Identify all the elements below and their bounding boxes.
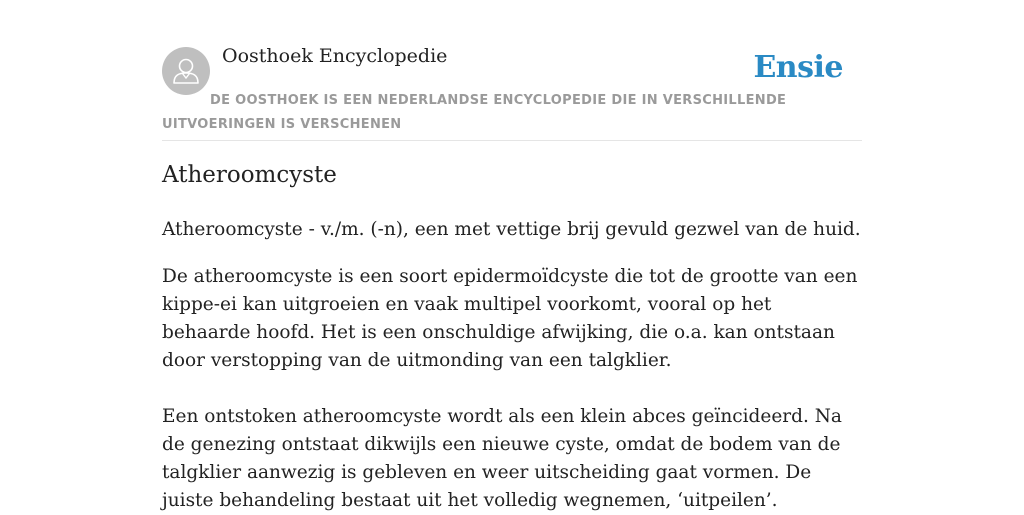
site-tagline: DE OOSTHOEK IS EEN NEDERLANDSE ENCYCLOPEDIE DIE IN VERSCHILLENDE UITVOERINGEN IS VERSCHENEN bbox=[162, 93, 787, 132]
article-paragraph: Een ontstoken atheroomcyste wordt als een klein abces geïncideerd. Na de genezing ontstaat dikwijls een nieuwe cyste, omdat de bodem van de talgklier aanwezig is gebleven en weer uitscheiding gaat vormen. De juiste behandeling bestaat uit het volledig wegnemen, ‘uitpeilen’. bbox=[162, 406, 842, 511]
header bbox=[162, 0, 862, 141]
article-body bbox=[162, 263, 862, 515]
paragraph-gap bbox=[162, 375, 862, 403]
article-paragraph: De atheroomcyste is een soort epidermoïdcyste die tot de grootte van een kippe-ei kan uitgroeien en vaak multipel voorkomt, vooral op het behaarde hoofd. Het is een onschuldige afwijking, die o.a. kan ontstaan door verstopping van de uitmonding van een talgklier. bbox=[162, 266, 858, 371]
page bbox=[162, 0, 862, 512]
user-icon bbox=[162, 47, 210, 95]
author-avatar[interactable] bbox=[162, 47, 210, 95]
brand-logo-link[interactable]: Ensie bbox=[753, 50, 843, 85]
article-title: Atheroomcyste bbox=[162, 162, 337, 188]
article-definition: Atheroomcyste - v./m. (-n), een met vettige brij gevuld gezwel van de huid. bbox=[162, 219, 861, 240]
site-name[interactable]: Oosthoek Encyclopedie bbox=[222, 45, 448, 67]
